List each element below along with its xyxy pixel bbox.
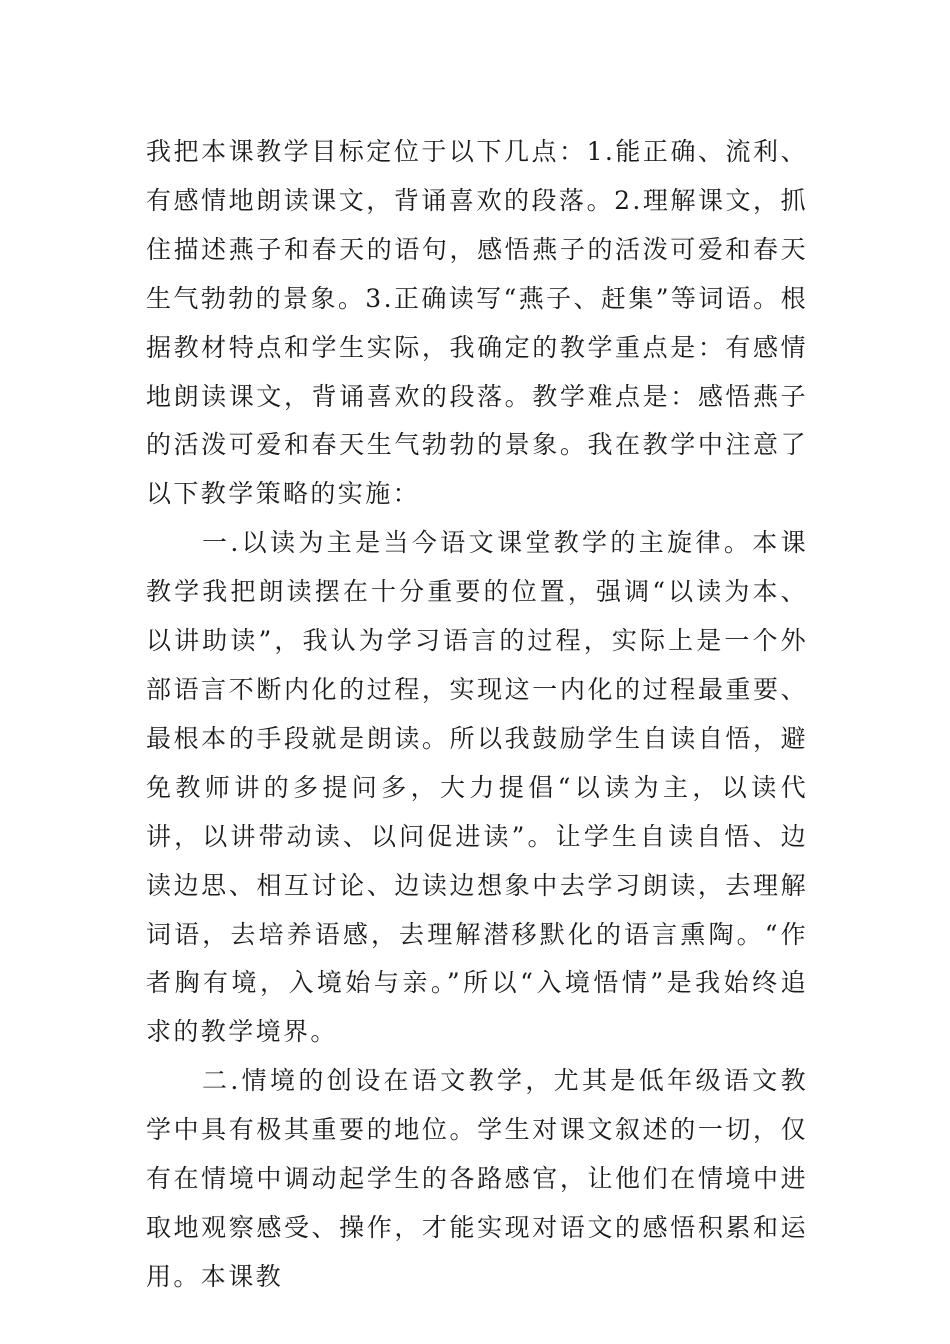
document-page <box>146 128 808 1302</box>
paragraph-objectives: 我把本课教学目标定位于以下几点：1.能正确、流利、有感情地朗读课文，背诵喜欢的段落。2.理解课文，抓住描述燕子和春天的语句，感悟燕子的活泼可爱和春天生气勃勃的景象。3.正确读写“燕子、赶集”等词语。根据教材特点和学生实际，我确定的教学重点是：有感情地朗读课文，背诵喜欢的段落。教学难点是：感悟燕子的活泼可爱和春天生气勃勃的景象。我在教学中注意了以下教学策略的实施： <box>146 137 808 509</box>
paragraph-strategy-one: 一.以读为主是当今语文课堂教学的主旋律。本课教学我把朗读摆在十分重要的位置，强调“以读为本、以讲助读”，我认为学习语言的过程，实际上是一个外部语言不断内化的过程，实现这一内化的过程最重要、最根本的手段就是朗读。所以我鼓励学生自读自悟，避免教师讲的多提问多，大力提倡“以读为主，以读代讲，以讲带动读、以问促进读”。让学生自读自悟、边读边思、相互讨论、边读边想象中去学习朗读，去理解词语，去培养语感，去理解潜移默化的语言熏陶。“作者胸有境，入境始与亲。”所以“入境悟情”是我始终追求的教学境界。 <box>146 528 808 1047</box>
paragraph-strategy-two: 二.情境的创设在语文教学，尤其是低年级语文教学中具有极其重要的地位。学生对课文叙述的一切，仅有在情境中调动起学生的各路感官，让他们在情境中进取地观察感受、操作，才能实现对语文的感悟积累和运用。本课教 <box>146 1066 808 1291</box>
